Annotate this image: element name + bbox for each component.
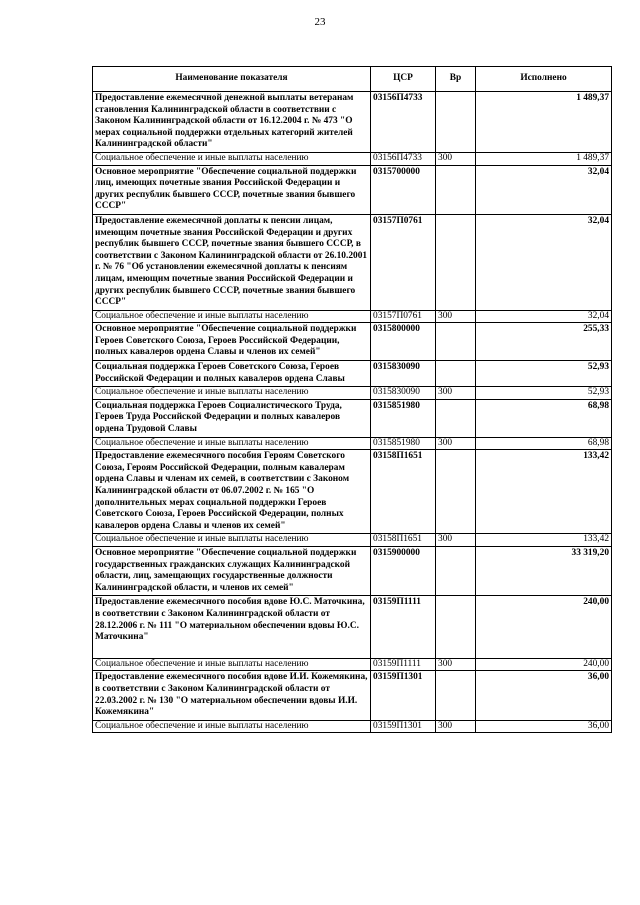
row-name-cell: Предоставление ежемесячного пособия вдове И.И. Кожемякина, в соответствии с Законом Калининградской области от 22.03.2002 г. № 130 "О материальном обеспечении вдовы И.И. Кожемякина" — [93, 671, 371, 720]
row-amount-cell: 68,98 — [476, 399, 612, 437]
row-amount-cell: 32,04 — [476, 165, 612, 214]
row-name-cell: Социальное обеспечение и иные выплаты населению — [93, 720, 371, 733]
table-row — [93, 387, 612, 400]
row-amount-cell: 32,04 — [476, 310, 612, 323]
row-amount-cell: 68,98 — [476, 437, 612, 450]
row-amount-cell: 52,93 — [476, 387, 612, 400]
row-name-cell: Социальное обеспечение и иные выплаты населению — [93, 437, 371, 450]
header-done: Исполнено — [476, 67, 612, 92]
row-name-cell: Социальное обеспечение и иные выплаты населению — [93, 534, 371, 547]
row-name-cell: Основное мероприятие "Обеспечение социальной поддержки Героев Советского Союза, Героев Российской Федерации, полных кавалеров ордена Славы и членов их семей" — [93, 323, 371, 361]
table-row — [93, 596, 612, 658]
table-row — [93, 546, 612, 595]
row-amount-cell: 255,33 — [476, 323, 612, 361]
row-name-cell: Социальное обеспечение и иные выплаты населению — [93, 152, 371, 165]
row-csr-cell: 0315900000 — [371, 546, 436, 595]
table-row — [93, 361, 612, 387]
row-amount-cell: 1 489,37 — [476, 92, 612, 153]
row-vr-cell: 300 — [436, 720, 476, 733]
table-row — [93, 658, 612, 671]
row-amount-cell: 1 489,37 — [476, 152, 612, 165]
row-name-cell: Основное мероприятие "Обеспечение социальной поддержки лиц, имеющих почетные звания Российской Федерации и других республик бывшего СССР, почетные звания бывшего СССР" — [93, 165, 371, 214]
row-vr-cell: 300 — [436, 534, 476, 547]
row-vr-cell — [436, 546, 476, 595]
row-csr-cell: 0315830090 — [371, 387, 436, 400]
row-vr-cell — [436, 399, 476, 437]
row-csr-cell: 03157П0761 — [371, 214, 436, 310]
row-vr-cell — [436, 671, 476, 720]
row-csr-cell: 03159П1301 — [371, 720, 436, 733]
table-row — [93, 323, 612, 361]
row-name-cell: Социальное обеспечение и иные выплаты населению — [93, 310, 371, 323]
row-amount-cell: 240,00 — [476, 658, 612, 671]
row-vr-cell — [436, 323, 476, 361]
table-row — [93, 671, 612, 720]
row-vr-cell — [436, 92, 476, 153]
table-row — [93, 165, 612, 214]
row-amount-cell: 36,00 — [476, 671, 612, 720]
table-row — [93, 214, 612, 310]
row-csr-cell: 03159П1111 — [371, 596, 436, 658]
row-csr-cell: 03158П1651 — [371, 534, 436, 547]
row-vr-cell — [436, 165, 476, 214]
row-name-cell: Социальное обеспечение и иные выплаты населению — [93, 387, 371, 400]
header-name: Наименование показателя — [93, 67, 371, 92]
table-row — [93, 437, 612, 450]
row-name-cell: Предоставление ежемесячного пособия Героям Советского Союза, Героям Российской Федерации, полным кавалерам ордена Славы и членам их семей, в соответствии с Законом Калининградской области от 06.07.2002 г. № 165 "О дополнительных мерах социальной поддержки Героев Советского Союза, Героев Российской Федерации, полных кавалеров ордена Славы и членов их семей" — [93, 450, 371, 534]
row-csr-cell: 03159П1111 — [371, 658, 436, 671]
row-csr-cell: 0315700000 — [371, 165, 436, 214]
table-row — [93, 720, 612, 733]
row-name-cell: Социальная поддержка Героев Советского Союза, Героев Российской Федерации и полных кавалеров ордена Славы — [93, 361, 371, 387]
row-amount-cell: 36,00 — [476, 720, 612, 733]
table-row — [93, 310, 612, 323]
row-vr-cell — [436, 214, 476, 310]
row-csr-cell: 03158П1651 — [371, 450, 436, 534]
table-row — [93, 399, 612, 437]
row-name-cell: Основное мероприятие "Обеспечение социальной поддержки государственных гражданских служащих Калининградской области, лиц, замещающих государственные должности Калининградской области, и членов их семей" — [93, 546, 371, 595]
header-vr: Вр — [436, 67, 476, 92]
table-row — [93, 534, 612, 547]
row-csr-cell: 03156П4733 — [371, 92, 436, 153]
row-csr-cell: 03157П0761 — [371, 310, 436, 323]
row-vr-cell: 300 — [436, 152, 476, 165]
row-amount-cell: 32,04 — [476, 214, 612, 310]
row-name-cell: Социальная поддержка Героев Социалистического Труда, Героев Труда Российской Федерации и полных кавалеров ордена Трудовой Славы — [93, 399, 371, 437]
row-amount-cell: 240,00 — [476, 596, 612, 658]
row-amount-cell: 33 319,20 — [476, 546, 612, 595]
row-csr-cell: 0315851980 — [371, 437, 436, 450]
row-amount-cell: 133,42 — [476, 534, 612, 547]
row-csr-cell: 03156П4733 — [371, 152, 436, 165]
row-name-cell: Социальное обеспечение и иные выплаты населению — [93, 658, 371, 671]
row-vr-cell: 300 — [436, 437, 476, 450]
row-name-cell: Предоставление ежемесячной доплаты к пенсии лицам, имеющим почетные звания Российской Федерации и других республик бывшего СССР, почетные звания бывшего СССР, в соответствии с Законом Калининградской области от 26.10.2001 г. № 76 "Об установлении ежемесячной доплаты к пенсиям лицам, имеющим почетные звания Российской Федерации и других республик бывшего СССР, почетные звания бывшего СССР" — [93, 214, 371, 310]
row-amount-cell: 133,42 — [476, 450, 612, 534]
row-vr-cell: 300 — [436, 310, 476, 323]
row-name-cell: Предоставление ежемесячного пособия вдове Ю.С. Маточкина, в соответствии с Законом Калининградской области от 28.12.2006 г. № 111 "О материальном обеспечении вдовы Ю.С. Маточкина" — [93, 596, 371, 658]
table-row — [93, 152, 612, 165]
row-csr-cell: 0315830090 — [371, 361, 436, 387]
table-row — [93, 450, 612, 534]
row-amount-cell: 52,93 — [476, 361, 612, 387]
table-header-row — [93, 67, 612, 92]
row-vr-cell: 300 — [436, 387, 476, 400]
row-csr-cell: 03159П1301 — [371, 671, 436, 720]
row-csr-cell: 0315851980 — [371, 399, 436, 437]
page-number: 23 — [314, 16, 326, 28]
table-row — [93, 92, 612, 153]
row-name-cell: Предоставление ежемесячной денежной выплаты ветеранам становления Калининградской области в соответствии с Законом Калининградской области от 16.12.2004 г. № 473 "О мерах социальной поддержки отдельных категорий жителей Калининградской области" — [93, 92, 371, 153]
row-vr-cell: 300 — [436, 658, 476, 671]
row-vr-cell — [436, 361, 476, 387]
header-csr: ЦСР — [371, 67, 436, 92]
row-vr-cell — [436, 450, 476, 534]
budget-execution-table — [92, 66, 612, 733]
row-csr-cell: 0315800000 — [371, 323, 436, 361]
row-vr-cell — [436, 596, 476, 658]
